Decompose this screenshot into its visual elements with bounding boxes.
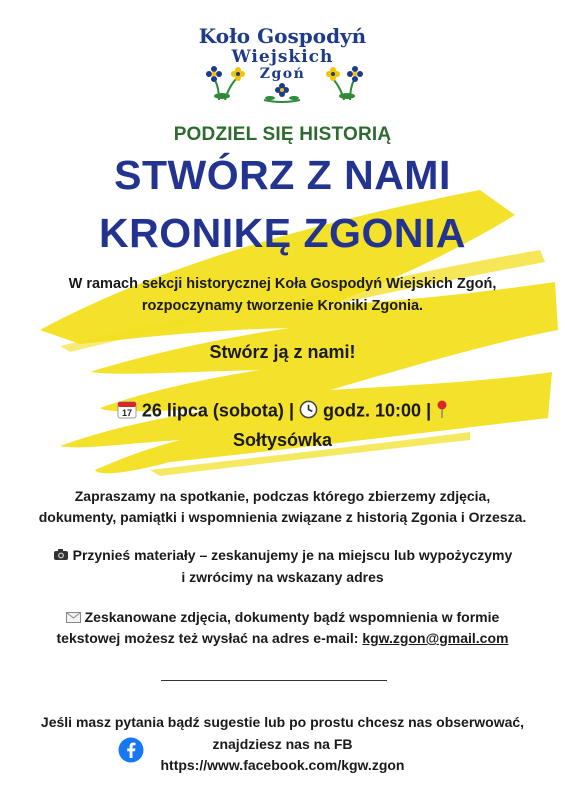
pin-icon <box>436 399 448 424</box>
divider <box>161 680 387 681</box>
email-link[interactable]: kgw.zgon@gmail.com <box>362 630 509 646</box>
bring-line-1: Przynieś materiały – zeskanujemy je na miejscu lub wypożyczymy <box>0 544 565 567</box>
headline-line-1: STWÓRZ Z NAMI <box>114 152 451 198</box>
separator: | <box>288 400 294 421</box>
svg-text:17: 17 <box>121 408 132 418</box>
email-line-1: Zeskanowane zdjęcia, dokumenty bądź wspomnienia w formie <box>0 606 565 629</box>
event-time: godz. 10:00 <box>323 400 422 421</box>
calendar-icon <box>117 399 137 424</box>
flower-left-icon <box>205 62 251 104</box>
event-line <box>0 399 565 424</box>
flower-center-icon <box>262 82 302 104</box>
bring-line-2: i zwrócimy na wskazany adres <box>181 569 384 585</box>
logo-line-1: Koło Gospodyń <box>198 24 367 48</box>
intro-line-1: W ramach sekcji historycznej Koła Gospodyń Wiejskich Zgoń, <box>68 276 497 292</box>
separator: | <box>426 400 432 421</box>
logo-line-3: Zgoń <box>259 66 306 82</box>
event-place: Sołtysówka <box>232 430 333 450</box>
envelope-icon <box>66 607 81 629</box>
logo-line-2: Wiejskich <box>231 47 334 67</box>
camera-icon <box>53 545 69 567</box>
kicker: PODZIEL SIĘ HISTORIĄ <box>173 124 392 145</box>
invite-line-2: dokumenty, pamiątki i wspomnienia związane z historią Zgonia i Orzesza. <box>38 509 527 525</box>
flower-right-icon <box>320 62 366 104</box>
invite-line-1: Zapraszamy na spotkanie, podczas którego zbierzemy zdjęcia, <box>74 488 491 504</box>
facebook-icon[interactable] <box>118 737 144 763</box>
headline-line-2: KRONIKĘ ZGONIA <box>99 210 466 256</box>
intro-line-2: rozpoczynamy tworzenie Kroniki Zgonia. <box>141 298 424 314</box>
event-date: 26 lipca (sobota) <box>141 400 284 421</box>
facebook-link[interactable]: https://www.facebook.com/kgw.zgon <box>160 757 405 773</box>
footer-line-1: Jeśli masz pytania bądź sugestie lub po prostu chcesz nas obserwować, <box>40 714 525 730</box>
footer-line-2: znajdziesz nas na FB <box>212 736 353 752</box>
clock-icon <box>299 400 318 424</box>
cta-text: Stwórz ją z nami! <box>209 342 356 362</box>
email-line-2: tekstowej możesz też wysłać na adres e-mail: kgw.zgon@gmail.com <box>56 630 509 646</box>
footer-line-3 <box>0 754 565 776</box>
